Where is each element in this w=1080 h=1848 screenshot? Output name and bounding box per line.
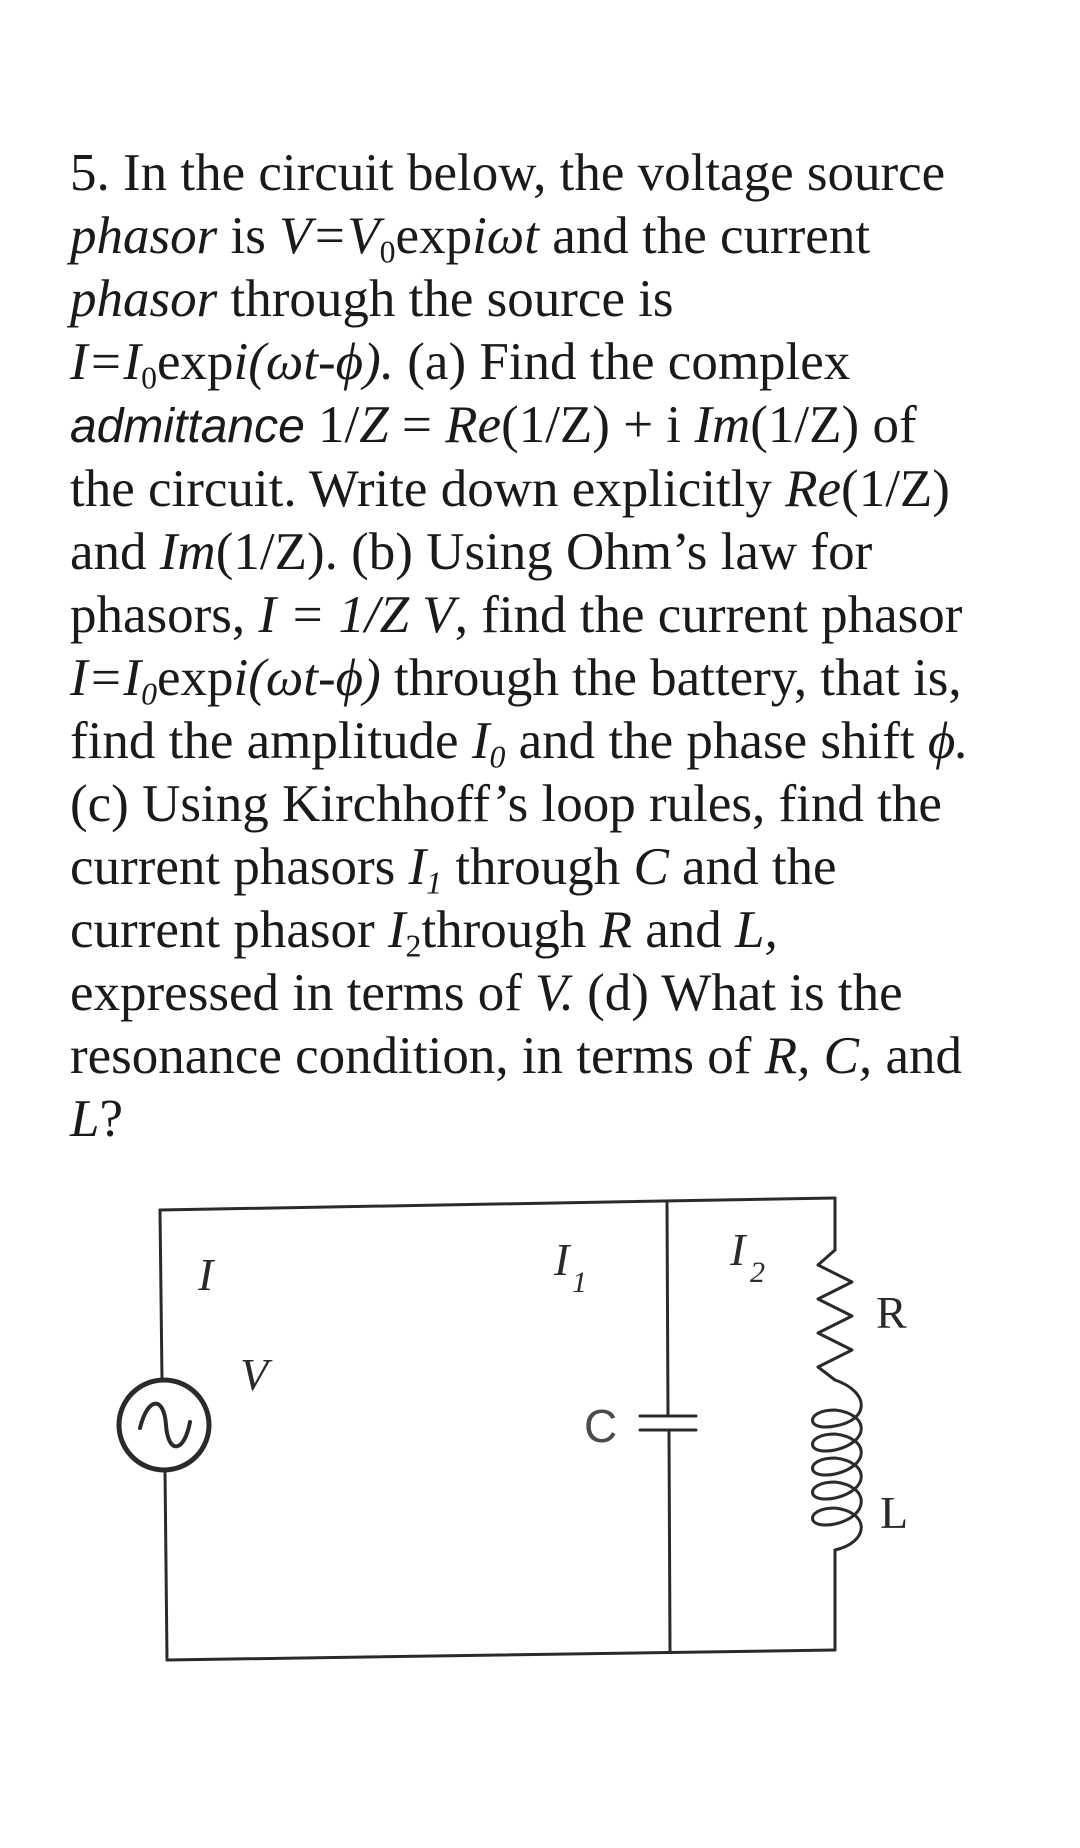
line-2: phasor is $V=V_0\exp i\omega t$ and the current — [70, 207, 871, 270]
line-16: L? — [70, 1090, 124, 1148]
label-resistor-r: R — [876, 1287, 907, 1338]
label-current-i2: I — [730, 1224, 746, 1275]
line-11: (c) Using Kirchhoff’s loop rules, find the — [70, 775, 942, 833]
wire-left-lower — [165, 1470, 167, 1660]
label-inductor-l: L — [880, 1487, 909, 1538]
label-current-i2-sub: 2 — [750, 1256, 765, 1289]
line-13: current phasor $I_2through$ R and L, — [70, 901, 778, 964]
label-voltage-v: V — [240, 1349, 269, 1400]
problem-statement — [70, 142, 1050, 1151]
label-current-i: I — [198, 1249, 214, 1300]
line-1: 5. In the circuit below, the voltage source — [70, 144, 946, 202]
line-10: find the amplitude $I_0$ and the phase shift ϕ. — [70, 712, 969, 775]
wire-top — [160, 1198, 835, 1210]
line-15: resonance condition, in terms of R, C, and — [70, 1027, 962, 1085]
wire-left-upper — [160, 1210, 162, 1380]
inductor-coil — [813, 1380, 862, 1550]
label-capacitor-c: C — [584, 1400, 618, 1452]
line-12: current phasors $I_1$ through C and the — [70, 838, 837, 901]
line-14: expressed in terms of V. (d) What is the — [70, 964, 903, 1022]
ac-source-sine — [140, 1404, 190, 1447]
line-8: phasors, I = 1/Z V, find the current phasor — [70, 586, 963, 644]
line-9: $I=I_0\exp i(\omega t-\phi)$ through the battery, that is, — [70, 649, 962, 712]
circuit-diagram — [70, 1170, 950, 1690]
line-3: phasor through the source is — [70, 270, 674, 328]
resistor-zigzag — [818, 1250, 852, 1380]
wire-cap-upper — [667, 1203, 668, 1416]
wire-bottom — [167, 1650, 835, 1660]
label-current-i1: I — [554, 1234, 570, 1285]
circuit-svg — [70, 1170, 950, 1690]
line-5: admittance 1/Z = Re(1/Z) + i Im(1/Z) of — [70, 396, 917, 454]
line-4: $I=I_0\exp i(\omega t-\phi)$. (a) Find the complex — [70, 333, 851, 396]
label-current-i1-sub: 1 — [572, 1266, 587, 1299]
problem-number: 5. — [70, 144, 110, 202]
line-6: the circuit. Write down explicitly Re(1/Z) — [70, 460, 950, 518]
wire-cap-lower — [669, 1430, 670, 1652]
line-7: and Im(1/Z). (b) Using Ohm’s law for — [70, 523, 873, 581]
